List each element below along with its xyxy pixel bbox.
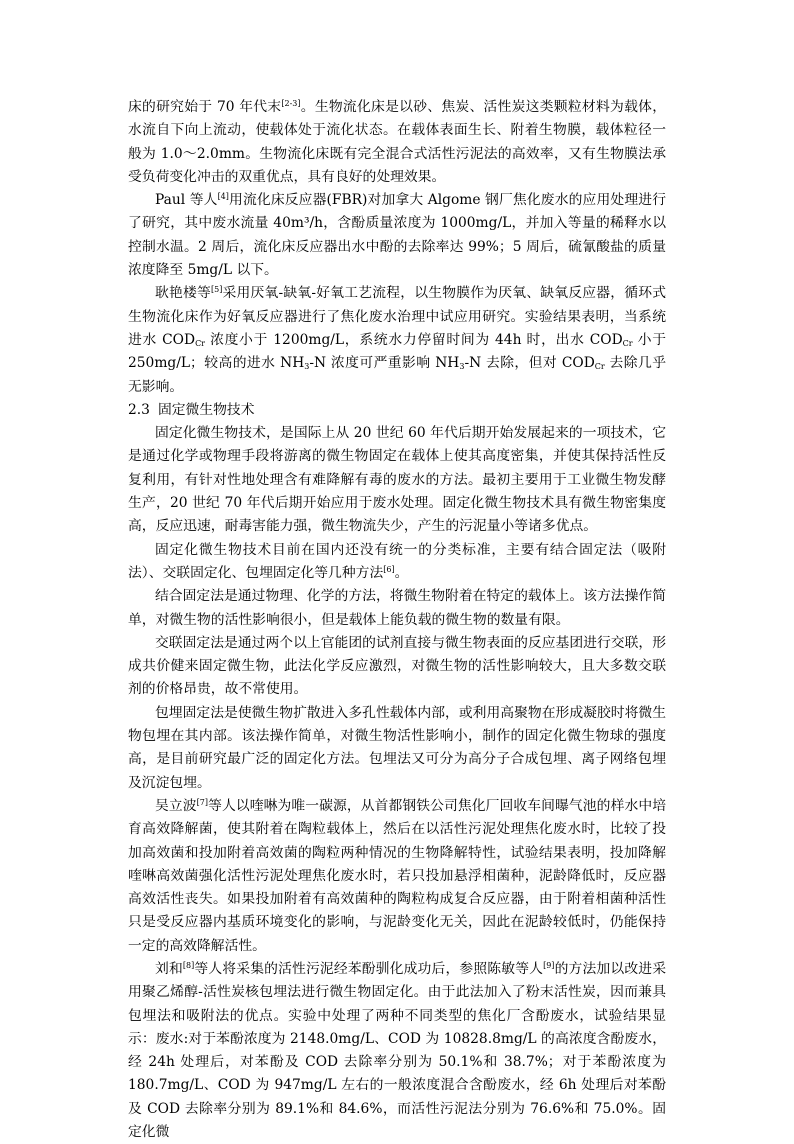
text-run: 。生物流化床是以砂、焦炭、活性炭这类颗粒材料为载体，水流自下向上流动，使载体处于流化状态。在载体表面生长、附着生物膜，载体粒径一般为 1.0～2.0mm。生物流化床既有完全混合式活性污泥法的高效率，又有生物膜法承受负荷变化冲击的双重优点，具有良好的处理效果。: [128, 99, 667, 185]
paragraph-wu-libo: [128, 795, 666, 958]
text-run: 采用厌氧-缺氧-好氧工艺流程，以生物膜作为厌氧、缺氧反应器，循环式生物流化床作为好氧反应器进行了焦化废水治理中试应用研究。实验结果表明，当系统进水 COD: [128, 285, 667, 348]
paragraph-immobilization-overview: [128, 422, 666, 538]
paragraph-liu-he: [128, 958, 666, 1144]
text-run: 结合固定法是通过物理、化学的方法，将微生物附着在特定的载体上。该方法操作简单，对微生物的活性影响很小，但是载体上能负载的微生物的数量有限。: [128, 588, 666, 628]
paragraph-classification: [128, 539, 666, 586]
citation-ref: [5]: [211, 285, 223, 295]
text-run: 包埋固定法是使微生物扩散进入多孔性载体内部，或利用高聚物在形成凝胶时将微生物包埋在其内部。该法操作简单，对微生物活性影响小，制作的固定化微生物球的强度高，是目前研究最广泛的固定化方法。包埋法又可分为高分子合成包埋、离子网络包埋及沉淀包埋。: [128, 704, 666, 791]
text-run: 吴立波: [155, 797, 197, 814]
section-number: 2.3: [128, 401, 150, 418]
citation-ref: [8]: [182, 960, 195, 970]
text-run: 的方法加以改进采用聚乙烯醇-活性炭核包埋法进行微生物固定化。由于此法加入了粉末活性炭，因而兼具包埋法和吸附法的优点。实验中处理了两种不同类型的焦化厂含酚废水，试验结果显示：废水:对于苯酚浓度为 2148.0mg/L、COD 为 10828.8mg/L 的高浓度含酚废水，经 24h 处理后，对苯酚及 COD 去除率分别为 50.1%和 38.7%；对于苯酚浓度为 180.7mg/L、COD 为 947mg/L 左右的一般浓度混合含酚废水，经 6h 处理后对苯酚及 COD 去除率分别为 89.1%和 84.6%，而活性污泥法分别为 76.6%和 75.0%。固定化微: [128, 960, 667, 1141]
paragraph-binding-method: [128, 585, 666, 632]
text-run: 固定化微生物技术目前在国内还没有统一的分类标准，主要有结合固定法（吸附法）、交联固定化、包埋固定化等几种方法: [128, 541, 666, 581]
text-run: 交联固定法是通过两个以上官能团的试剂直接与微生物表面的反应基团进行交联，形成共价健来固定微生物，此法化学反应激烈，对微生物的活性影响较大，且大多数交联剂的价格昂贵，故不常使用。: [128, 634, 666, 698]
text-run: 等人以喹啉为唯一碳源，从首都钢铁公司焦化厂回收车间曝气池的样水中培育高效降解菌，使其附着在陶粒载体上，然后在以活性污泥处理焦化废水时，比较了投加高效菌和投加附着高效菌的陶粒两种情况的生物降解特性，试验结果表明，投加降解喹啉高效菌强化活性污泥处理焦化废水时，若只投加悬浮相菌种，泥龄降低时，反应器高效活性丧失。如果投加附着有高效菌种的陶粒构成复合反应器，由于附着相菌种活性只是受反应器内基质环境变化的影响，与泥龄变化无关，因此在泥龄较低时，仍能保持一定的高效降解活性。: [128, 797, 667, 954]
citation-ref: [7]: [196, 797, 208, 807]
paragraph-fluidized-bed-intro: [128, 96, 666, 189]
text-run: 床的研究始于 70 年代末: [128, 99, 282, 115]
citation-ref: [2-3]: [281, 99, 301, 108]
text-run: 用流化床反应器(FBR)对加拿大 Algome 钢厂焦化废水的应用处理进行了研究，其中废水流量 40m³/h，含酚质量浓度为 1000mg/L，并加入等量的稀释水以控制水温。2 周后，流化床反应器出水中酚的去除率达 99%；5 周后，硫氰酸盐的质量浓度降至 5mg/L 以下。: [128, 192, 666, 279]
section-heading: [128, 399, 666, 422]
paragraph-geng-yanlou: [128, 282, 666, 398]
text-run: 小于 250mg/L；较高的进水 NH: [128, 331, 667, 372]
citation-ref: [9]: [543, 960, 555, 970]
text-run: -N 浓度可严重影响 NH: [309, 355, 460, 372]
citation-ref: [4]: [217, 192, 229, 202]
subscript: 3: [304, 362, 310, 372]
text-run: 去除几乎无影响。: [128, 355, 667, 395]
subscript: Cr: [594, 362, 605, 372]
section-title: 固定微生物技术: [157, 401, 255, 418]
subscript: Cr: [622, 338, 633, 348]
text-run: 浓度小于 1200mg/L，系统水力停留时间为 44h 时，出水 COD: [205, 331, 623, 348]
subscript: Cr: [195, 338, 206, 348]
text-run: -N 去除，但对 COD: [464, 355, 595, 372]
text-run: 等人将采集的活性污泥经苯酚驯化成功后，参照陈敏等人: [194, 960, 544, 977]
text-run: 固定化微生物技术，是国际上从 20 世纪 60 年代后期开始发展起来的一项技术，它是通过化学或物理手段将游离的微生物固定在载体上使其高度密集，并使其保持活性反复利用，有针对性地处理含有难降解有毒的废水的方法。最初主要用于工业微生物发酵生产，20 世纪 70 年代后期开始应用于废水处理。固定化微生物技术具有微生物密集度高，反应迅速，耐毒害能力强，微生物流失少，产生的污泥量小等诸多优点。: [128, 425, 666, 535]
paragraph-crosslinking-method: [128, 632, 666, 702]
text-run: 刘和: [155, 960, 183, 977]
text-run: Paul 等人: [155, 192, 218, 209]
citation-ref: [6]: [383, 564, 395, 574]
paragraph-paul-fbr: [128, 189, 666, 282]
paragraph-entrapment-method: [128, 702, 666, 795]
text-run: 耿艳楼等: [155, 285, 211, 302]
subscript: 3: [459, 362, 465, 372]
text-run: 。: [394, 564, 409, 581]
